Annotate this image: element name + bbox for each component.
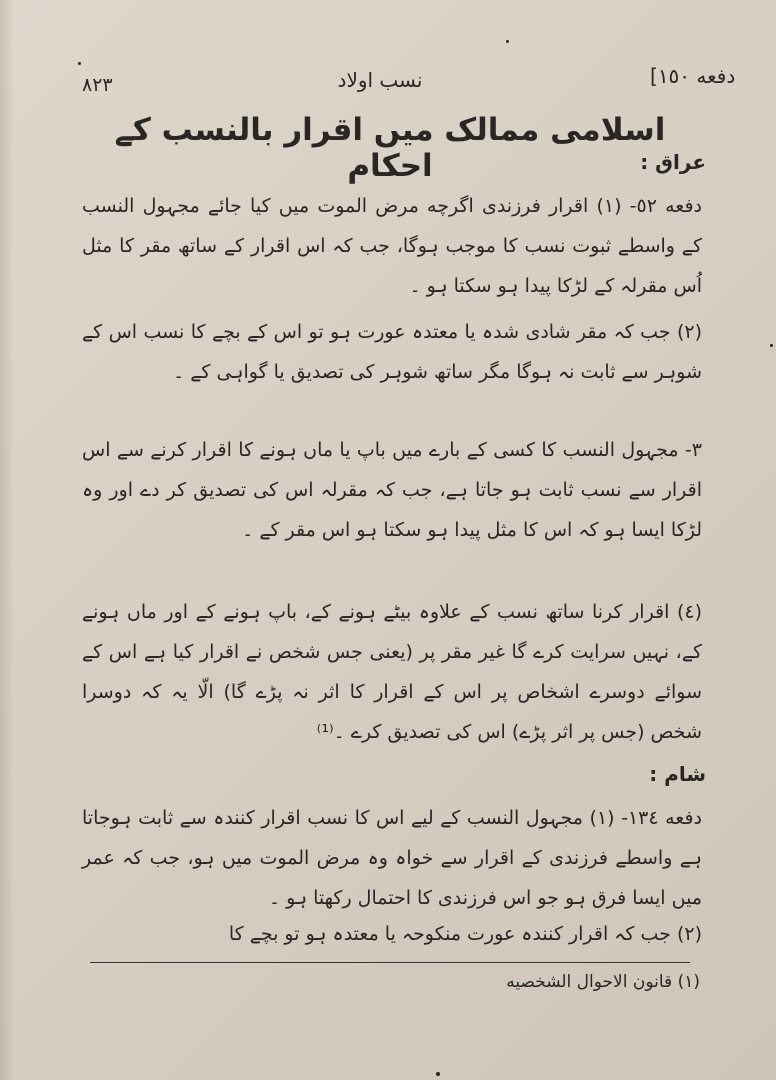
paragraph-iraq-clause-4: (٤) اقرار کرنا ساتھ نسب کے علاوہ بیٹے ہونے کے، باپ ہونے کے اور ماں ہونے کے، نہیں سرایت کرے گا غیر مقر پر (یعنی جس شخص نے اقرار کیا ہے اس کے سوائے دوسرے اشخاص پر اس کے اقرار کا اثر نہ پڑے گا) الّا یہ کہ دوسرا شخص (جس پر اثر پڑے) اس کی تصدیق کرے ۔⁽¹⁾ <box>82 601 702 743</box>
print-speck <box>770 344 773 347</box>
paragraph-iraq-clause-2: (٢) جب کہ مقر شادی شدہ یا معتدہ عورت ہو تو اس کے بچے کا نسب اس کے شوہر سے ثابت نہ ہوگا مگر ساتھ شوہر کی تصدیق یا گواہی کے ۔ <box>82 321 702 383</box>
page-number: ٨٢٣ <box>82 74 113 96</box>
footnote: (١) قانون الاحوال الشخصیه <box>506 972 700 992</box>
paragraph-sham-article-134-clause-1: دفعه ١٣٤- (١) مجہول النسب کے لیے اس کا نسب اقرار کنندہ سے ثابت ہوجاتا ہے واسطے فرزندی کے اقرار سے خواہ وہ مرض الموت میں ہو، جب کہ عمر میں ایسا فرق ہو جو اس فرزندی کا احتمال رکھتا ہو ۔ <box>82 807 703 909</box>
print-speck <box>506 40 509 43</box>
section-heading-iraq: عراق : <box>640 150 706 174</box>
print-speck <box>436 1072 440 1076</box>
print-speck <box>78 62 81 65</box>
section-heading-sham: شام : <box>649 762 706 786</box>
section-reference: دفعه ١٥٠] <box>650 64 736 88</box>
page-edge-shadow <box>0 0 14 1080</box>
page-title: اسلامی ممالک میں اقرار بالنسب کے احکام <box>114 112 666 184</box>
footnote-divider <box>90 962 690 963</box>
paragraph-sham-clause-2: (٢) جب کہ اقرار کنندہ عورت منکوحہ یا معتدہ ہو تو بچے کا <box>228 923 702 945</box>
running-title: نسب اولاد <box>337 68 423 92</box>
paragraph-iraq-article-52-clause-1: دفعه ٥٢- (١) اقرار فرزندی اگرچه مرض الموت میں کیا جائے مجہول النسب کے واسطے ثبوت نسب کا موجب ہوگا، جب کہ اس اقرار کے ساتھ مقر کا مثل اُس مقرلہ کے لڑکا پیدا ہو سکتا ہو ۔ <box>82 195 702 297</box>
paragraph-iraq-clause-3: ٣- مجہول النسب کا کسی کے بارے میں باپ یا ماں ہونے کا اقرار کرنے سے اس اقرار سے نسب ثابت ہو جاتا ہے، جب کہ مقرلہ اس کی تصدیق کر دے اور وہ لڑکا ایسا ہو کہ اس کا مثل پیدا ہو سکتا ہو اس مقر کے ۔ <box>82 439 702 541</box>
